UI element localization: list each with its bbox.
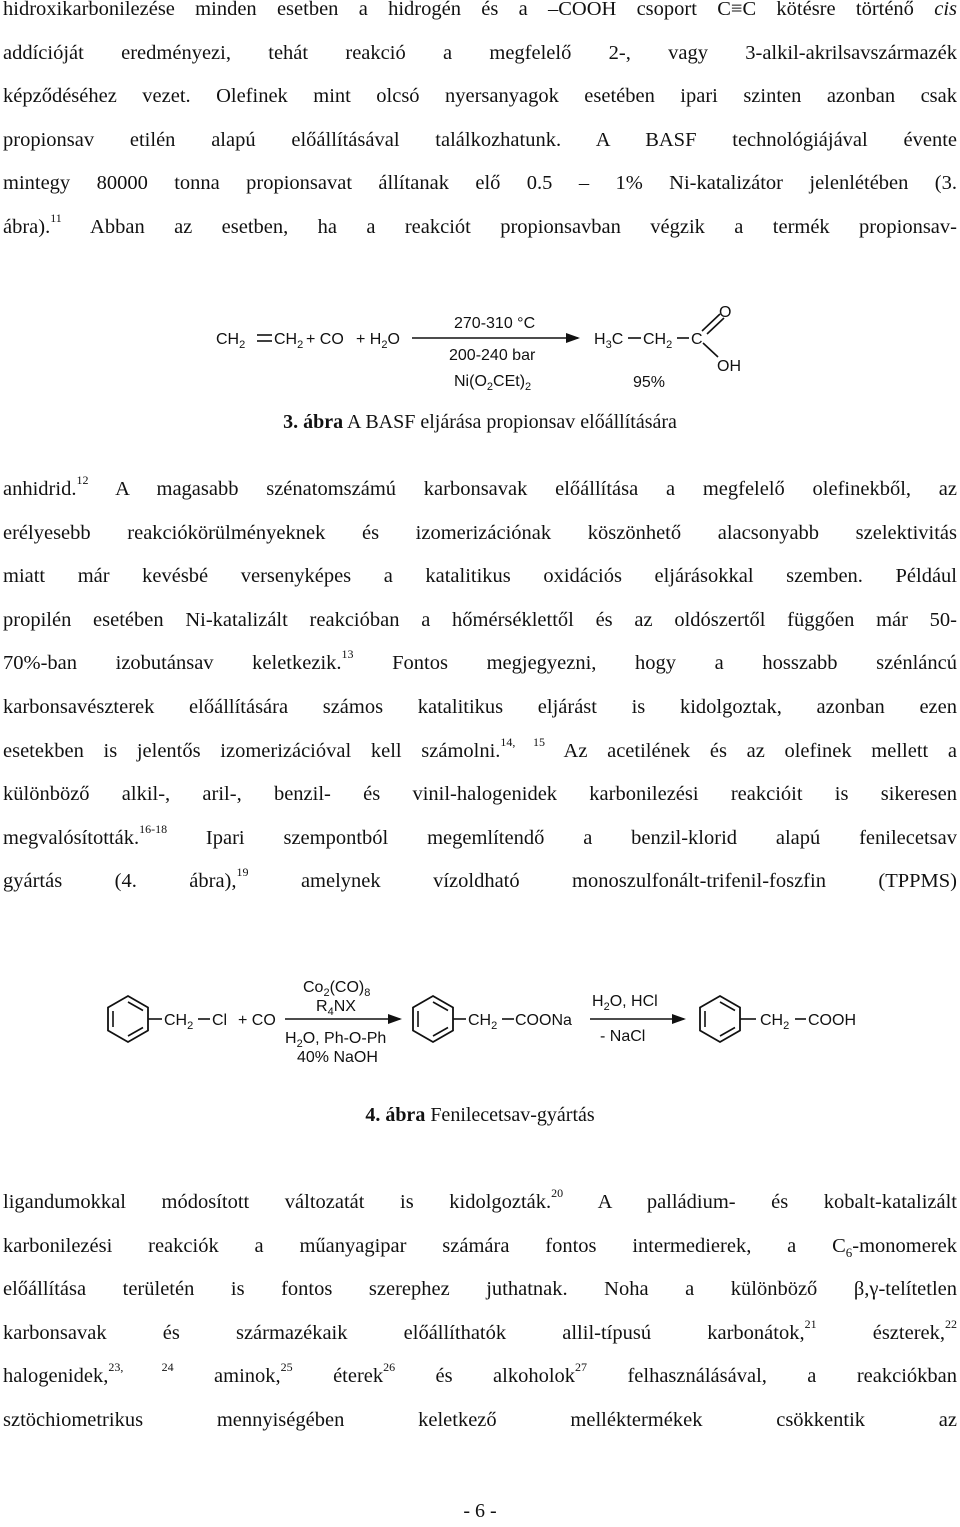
condition-catalyst: $Ni(O_2CEt)_2$ bbox=[454, 373, 532, 393]
citation-ref: 22 bbox=[945, 1316, 957, 1331]
svg-text:OH: OH bbox=[717, 358, 741, 375]
citation-ref: 11 bbox=[50, 210, 62, 225]
product-propionic-acid bbox=[594, 304, 741, 391]
text-line: miatt már kevésbé versenyképes a katalitikus oxidációs eljárásokkal szemben. Például bbox=[3, 565, 957, 588]
product-phenylacetic-acid bbox=[700, 996, 856, 1042]
text-line: megvalósították.$^{16-18}$ Ipari szempontból megemlítendő a benzil-klorid alapú fenilecetsav bbox=[3, 821, 957, 849]
citation-ref: 21 bbox=[804, 1316, 817, 1331]
citation-ref: 20 bbox=[551, 1186, 564, 1200]
reaction-scheme-4 bbox=[0, 970, 960, 1075]
citation-ref: 14, 15 bbox=[500, 734, 545, 749]
yield-label: 95% bbox=[633, 374, 666, 391]
text-line: karbonsavészterek előállítására számos katalitikus eljárást is kidolgoztak, azonban ezen bbox=[3, 695, 957, 718]
text-line: propilén esetében Ni-katalizált reakcióban a hőmérséklettől és az oldószertől függően már 50- bbox=[3, 608, 957, 631]
paragraph-1 bbox=[3, 0, 957, 250]
svg-text:Cl: Cl bbox=[212, 1012, 228, 1029]
step1-conditions bbox=[285, 979, 402, 1066]
svg-text:+ CO: + CO bbox=[238, 1012, 276, 1029]
citation-ref: 27 bbox=[575, 1360, 588, 1375]
text-line: gyártás (4. ábra),$^{19}$ amelynek vízoldható monoszulfonált-trifenil-foszfin (TPPMS) bbox=[3, 865, 957, 893]
svg-text:H3C: $H_3C$ bbox=[594, 331, 624, 351]
text-line: ligandumokkal módosított változatát is kidolgozták.$^{20}$ A palládium- és kobalt-katalizált bbox=[3, 1186, 957, 1213]
svg-text:CH2: $CH_2$ bbox=[164, 1012, 194, 1032]
text-line: propionsav etilén alapú előállításával találkozhatunk. A BASF technológiájával évente bbox=[3, 128, 957, 151]
svg-text:CH2: $CH_2$ bbox=[643, 331, 673, 351]
citation-ref: 25 bbox=[280, 1360, 293, 1375]
text-line: karbonsavak és származékaik előállíthatók allil-típusú karbonátok,$^{21}$ észterek,$^{22}$ bbox=[3, 1316, 957, 1344]
text-line: halogenidek,$^{23, 24}$ aminok,$^{25}$ éterek$^{26}$ és alkoholok$^{27}$ felhasználásával, a reakciókban bbox=[3, 1360, 957, 1388]
text-line: 70%-ban izobutánsav keletkezik.$^{13}$ Fontos megjegyezni, hogy a hosszabb szénláncú bbox=[3, 647, 957, 675]
text-line: hidroxikarbonilezése minden esetben a hidrogén és a –COOH csoport C≡C kötésre történő cis bbox=[3, 0, 957, 20]
figure-caption-4: 4. ábra Fenilecetsav-gyártás bbox=[365, 1104, 595, 1126]
double-bond-line bbox=[702, 314, 720, 331]
svg-text:COOH: COOH bbox=[808, 1012, 856, 1029]
reaction-arrow-head bbox=[672, 1014, 686, 1024]
svg-text:COONa: COONa bbox=[515, 1012, 572, 1029]
svg-text:R4NX: $R_4NX$ bbox=[316, 998, 356, 1018]
condition-pressure: 200-240 bar bbox=[449, 347, 536, 364]
intermediate-sodium-phenylacetate bbox=[413, 996, 572, 1042]
reactant-water: + $H_2O$ bbox=[356, 331, 400, 351]
condition-temperature: 270-310 °C bbox=[454, 315, 536, 332]
svg-text:O: O bbox=[719, 304, 732, 321]
svg-text:40% NaOH: 40% NaOH bbox=[297, 1049, 378, 1066]
svg-text:- NaCl: - NaCl bbox=[600, 1028, 646, 1045]
reactant-ethylene-a: $CH_2$ bbox=[216, 331, 246, 351]
reactant-ethylene-b: $CH_2$ bbox=[274, 331, 304, 351]
svg-text:CH2: $CH_2$ bbox=[760, 1012, 790, 1032]
paragraph-2 bbox=[3, 468, 957, 904]
text-line: különböző alkil-, aril-, benzil- és vinil-halogenidek karbonilezési reakcióit is sikeresen bbox=[3, 783, 957, 806]
reactant-benzyl-chloride bbox=[108, 996, 276, 1042]
citation-ref: 12 bbox=[76, 473, 89, 487]
text-line: ábra).$^{11}$ Abban az esetben, ha a reakciót propionsavban végzik a termék propionsav- bbox=[3, 210, 957, 238]
svg-text:CH2: $CH_2$ bbox=[468, 1012, 498, 1032]
citation-ref: 23, 24 bbox=[108, 1360, 174, 1375]
citation-ref: 13 bbox=[341, 647, 354, 662]
text-line: mintegy 80000 tonna propionsavat állítanak elő 0.5 – 1% Ni-katalizátor jelenlétében (3. bbox=[3, 172, 957, 195]
svg-text:H2O, Ph-O-Ph: $H_2O$, Ph-O-Ph bbox=[285, 1030, 387, 1050]
citation-ref: 16-18 bbox=[139, 821, 168, 836]
text-line: karbonilezési reakciók a műanyagipar számára fontos intermedierek, a $C_6$-monomerek bbox=[3, 1234, 957, 1260]
text-line: addícióját eredményezi, tehát reakció a megfelelő 2-, vagy 3-alkil-akrilsavszármazék bbox=[3, 41, 957, 64]
svg-text:C: C bbox=[691, 331, 703, 348]
text-line: sztöchiometrikus mennyiségében keletkező melléktermékek csökkentik az bbox=[3, 1408, 957, 1431]
reaction-arrow-head bbox=[566, 333, 580, 343]
reactants bbox=[216, 331, 400, 351]
text-line: erélyesebb reakciókörülményeknek és izomerizációnak köszönhető alacsonyabb szelektivitás bbox=[3, 521, 957, 544]
figure-caption-3: 3. ábra A BASF eljárása propionsav előállítására bbox=[283, 411, 677, 433]
paragraph-3 bbox=[3, 1181, 957, 1443]
text-line: képződéséhez vezet. Olefinek mint olcsó nyersanyagok esetében ipari szinten azonban csak bbox=[3, 85, 957, 108]
page-number: - 6 - bbox=[463, 1500, 497, 1522]
reaction-scheme-3 bbox=[0, 295, 960, 395]
svg-text:H2O, HCl: $H_2O$, HCl bbox=[592, 993, 658, 1013]
reaction-arrow-head bbox=[388, 1014, 402, 1024]
svg-text:Co2(CO)8: $Co_2(CO)_8$ bbox=[303, 979, 371, 999]
text-line: esetekben is jelentős izomerizációval kell számolni.$^{14, 15}$ Az acetilének és az olefinek mellett a bbox=[3, 734, 958, 762]
text-line: előállítása területén is fontos szerephez juthatnak. Noha a különböző β,γ-telítetlen bbox=[3, 1278, 957, 1301]
citation-ref: 26 bbox=[383, 1360, 396, 1375]
step2-conditions bbox=[590, 993, 686, 1045]
bond-line bbox=[703, 343, 718, 357]
reactant-co: + CO bbox=[306, 331, 344, 348]
reaction-conditions bbox=[412, 315, 580, 393]
citation-ref: 19 bbox=[236, 865, 249, 880]
text-line: anhidrid.$^{12}$ A magasabb szénatomszámú karbonsavak előállítása a megfelelő olefinekből, az bbox=[3, 473, 957, 500]
